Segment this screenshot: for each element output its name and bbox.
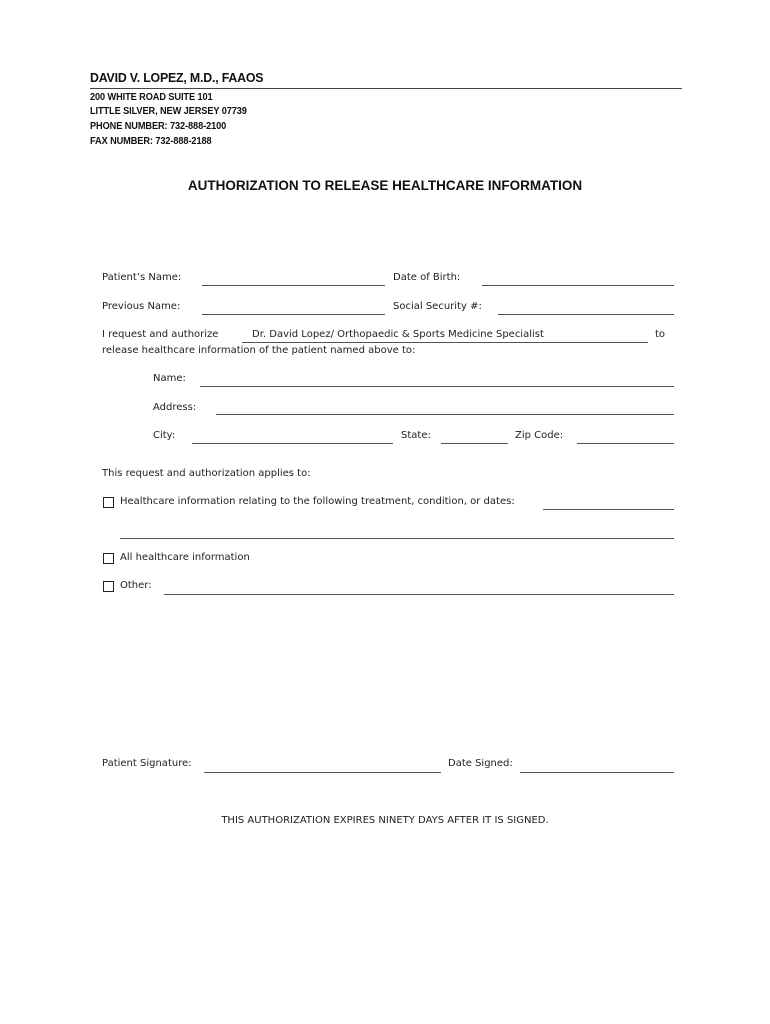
address-line-1: 200 WHITE ROAD SUITE 101 — [90, 92, 213, 103]
date-of-birth-field[interactable] — [482, 285, 674, 286]
patient-name-field[interactable] — [202, 285, 385, 286]
recipient-name-label: Name: — [153, 373, 186, 384]
authorize-prefix: I request and authorize — [102, 329, 219, 340]
address-line-2: LITTLE SILVER, NEW JERSEY 07739 — [90, 106, 247, 117]
previous-name-field[interactable] — [202, 314, 385, 315]
treatment-field-continuation[interactable] — [120, 538, 674, 539]
form-title: AUTHORIZATION TO RELEASE HEALTHCARE INFORMATION — [187, 178, 583, 193]
recipient-state-label: State: — [401, 430, 431, 441]
phone-number: PHONE NUMBER: 732-888-2100 — [90, 121, 227, 132]
recipient-city-field[interactable] — [192, 443, 393, 444]
practice-name: DAVID V. LOPEZ, M.D., FAAOS — [90, 70, 264, 85]
recipient-zip-field[interactable] — [577, 443, 674, 444]
recipient-state-field[interactable] — [441, 443, 508, 444]
recipient-zip-label: Zip Code: — [515, 430, 564, 441]
fax-number: FAX NUMBER: 732-888-2188 — [90, 136, 212, 147]
previous-name-label: Previous Name: — [102, 301, 181, 312]
expiration-notice: THIS AUTHORIZATION EXPIRES NINETY DAYS AFTER IT IS SIGNED. — [221, 815, 549, 826]
patient-name-label: Patient’s Name: — [102, 272, 182, 283]
authorize-continuation: release healthcare information of the patient named above to: — [102, 345, 416, 356]
date-signed-field[interactable] — [520, 772, 674, 773]
authorize-suffix: to — [655, 329, 666, 340]
header-divider — [90, 88, 682, 89]
recipient-address-label: Address: — [153, 402, 197, 413]
authorized-provider-field[interactable] — [242, 342, 648, 343]
patient-signature-field[interactable] — [204, 772, 441, 773]
recipient-name-field[interactable] — [200, 386, 674, 387]
all-healthcare-checkbox[interactable] — [103, 553, 114, 564]
other-field[interactable] — [164, 594, 674, 595]
treatment-checkbox[interactable] — [103, 497, 114, 508]
date-signed-label: Date Signed: — [448, 758, 513, 769]
social-security-field[interactable] — [498, 314, 674, 315]
patient-signature-label: Patient Signature: — [102, 758, 192, 769]
date-of-birth-label: Date of Birth: — [393, 272, 461, 283]
treatment-field[interactable] — [543, 509, 674, 510]
social-security-label: Social Security #: — [393, 301, 482, 312]
all-healthcare-label: All healthcare information — [120, 552, 250, 563]
other-label: Other: — [120, 580, 152, 591]
authorized-provider-value: Dr. David Lopez/ Orthopaedic & Sports Medicine Specialist — [252, 329, 544, 340]
recipient-city-label: City: — [153, 430, 176, 441]
other-checkbox[interactable] — [103, 581, 114, 592]
treatment-option-label: Healthcare information relating to the following treatment, condition, or dates: — [120, 496, 515, 507]
applies-intro: This request and authorization applies to: — [102, 468, 311, 479]
recipient-address-field[interactable] — [216, 414, 674, 415]
